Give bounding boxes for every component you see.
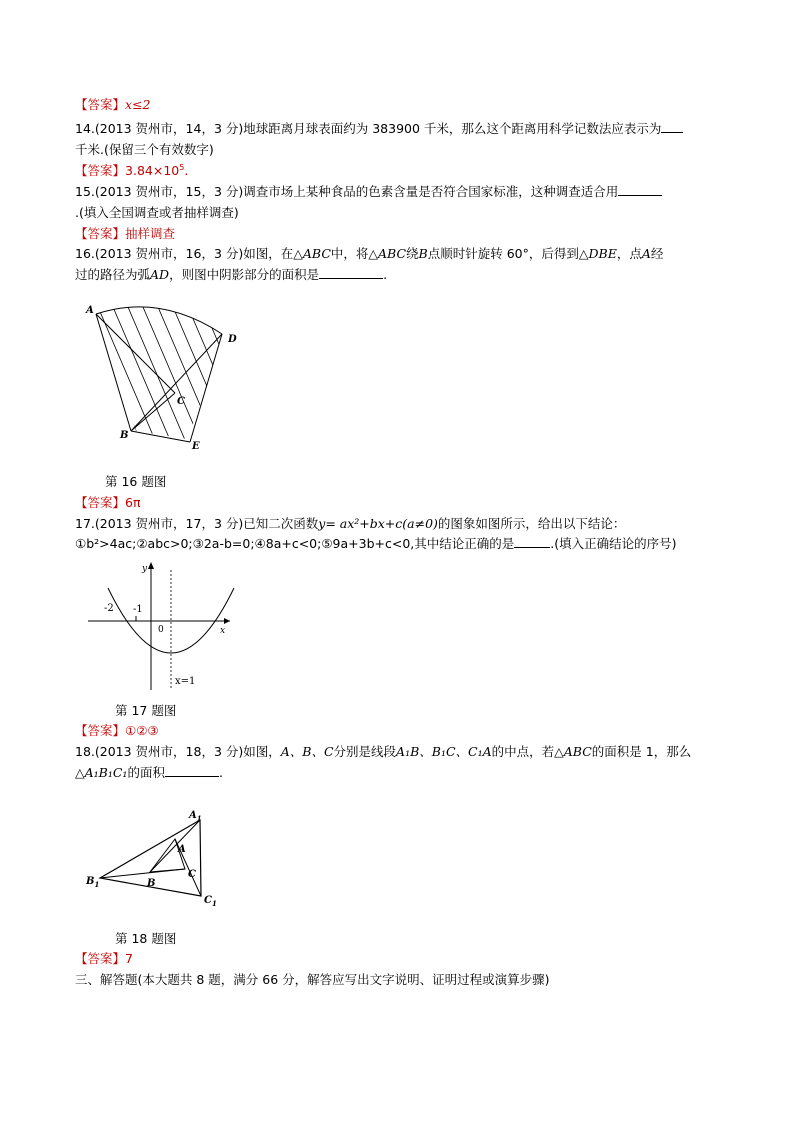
answer-tail: . (184, 163, 189, 178)
math-abc: ABC (378, 246, 407, 261)
answer-value: 抽样调查 (125, 226, 176, 241)
math-function: y= ax²+bx+c(a≠0) (318, 516, 438, 531)
answer-blank (514, 535, 550, 548)
label-b: B (147, 878, 156, 889)
question-15-line1 (75, 183, 662, 201)
label-y: y (142, 564, 148, 574)
question-18-line2 (75, 764, 223, 782)
question-14-line2 (75, 141, 214, 159)
figure-18 (84, 802, 224, 912)
question-text: 18.(2013 贺州市，18，3 分)如图， (75, 744, 281, 759)
math-abc: ABC (563, 744, 592, 759)
answer-value: 3.84×10 (125, 163, 180, 178)
section-3-heading: 三、解答题(本大题共 8 题，满分 66 分，解答应写出文字说明、证明过程或演算步骤) (75, 972, 550, 987)
question-17-line2 (75, 535, 677, 553)
answer-15 (75, 225, 175, 243)
question-16-line2 (75, 266, 387, 284)
label-neg1: -1 (133, 604, 143, 615)
question-text: 千米.(保留三个有效数字) (75, 142, 214, 157)
math-abc: ABC (302, 246, 331, 261)
answer-16 (75, 494, 141, 512)
label-symmetry: x=1 (175, 676, 196, 687)
label-origin: 0 (158, 625, 164, 635)
math-points: A、B、C (280, 744, 334, 759)
math-a: A (641, 246, 651, 261)
answer-blank (165, 764, 219, 777)
answer-tag: 【答案】 (75, 163, 126, 178)
question-text: ，点 (616, 246, 642, 261)
question-14-line1 (75, 120, 683, 138)
label-c1: $C_1$ (204, 895, 217, 908)
answer-blank (319, 266, 383, 279)
question-text: 中，将△ (330, 246, 379, 261)
answer-blank (661, 120, 683, 133)
math-b: B (418, 246, 428, 261)
answer-tag: 【答案】 (75, 723, 126, 738)
label-b1: $B_1$ (86, 876, 100, 889)
question-text: 点顺时针旋转 60°，后得到△ (427, 246, 589, 261)
answer-13 (75, 96, 151, 114)
question-text: . (383, 267, 388, 282)
hatch-pattern (80, 300, 250, 440)
figure-16 (80, 294, 250, 454)
math-dbe: DBE (588, 246, 617, 261)
question-text: 14.(2013 贺州市，14，3 分)地球距离月球表面约为 383900 千米，那么这个距离用科学记数法应表示为 (75, 121, 662, 136)
question-text: 的面积是 1，那么 (591, 744, 692, 759)
label-b: B (120, 430, 129, 441)
question-text: ①b²>4ac;②abc>0;③2a-b=0;④8a+c<0;⑤9a+3b+c<0,其中结论正确的是 (75, 536, 515, 551)
segment-be (131, 431, 190, 442)
label-a1: $A_1$ (189, 810, 202, 823)
label-e: E (192, 441, 200, 452)
answer-tag: 【答案】 (75, 97, 126, 112)
question-15-line2 (75, 204, 239, 222)
answer-value: x≤2 (125, 97, 151, 112)
question-text: 的面积 (127, 765, 165, 780)
segment-bd (131, 334, 222, 431)
question-text: 15.(2013 贺州市，15，3 分)调查市场上某种食品的色素含量是否符合国家标准，这种调查适合用 (75, 184, 619, 199)
figure-18-caption: 第 18 题图 (115, 931, 177, 946)
label-x: x (220, 626, 226, 636)
figure-16-caption: 第 16 题图 (105, 474, 167, 489)
question-text: 的中点，若△ (491, 744, 564, 759)
answer-14 (75, 162, 188, 180)
question-text: 分别是线段 (333, 744, 397, 759)
question-text: 的图象如图所示，给出以下结论： (437, 516, 626, 531)
y-axis-arrow (148, 562, 154, 569)
question-text: 绕 (406, 246, 419, 261)
question-text: 经 (650, 246, 664, 261)
math-a1b1c1: A₁B₁C₁ (84, 765, 128, 780)
label-c: C (188, 869, 196, 880)
label-a: A (178, 844, 186, 855)
answer-blank (618, 183, 662, 196)
question-text: 17.(2013 贺州市，17，3 分)已知二次函数 (75, 516, 319, 531)
question-text: .(填入全国调查或者抽样调查) (75, 205, 239, 220)
answer-value: 7 (125, 951, 133, 966)
answer-18 (75, 950, 133, 968)
answer-tag: 【答案】 (75, 495, 126, 510)
x-axis-arrow (224, 618, 230, 624)
segment-de (190, 334, 222, 442)
question-text: ，则图中阴影部分的面积是 (169, 267, 320, 282)
label-a: A (86, 305, 94, 316)
question-text: .(填入正确结论的序号) (550, 536, 677, 551)
question-text: 16.(2013 贺州市，16，3 分)如图，在△ (75, 246, 303, 261)
label-d: D (228, 334, 237, 345)
label-c: C (177, 396, 185, 407)
answer-tag: 【答案】 (75, 951, 126, 966)
answer-17 (75, 722, 159, 740)
label-neg2: -2 (104, 603, 114, 614)
question-text: . (218, 765, 223, 780)
question-16-line1 (75, 245, 663, 263)
math-ad: AD (150, 267, 170, 282)
figure-17 (86, 556, 236, 692)
question-17-line1 (75, 515, 625, 533)
math-segments: A₁B、B₁C、C₁A (396, 744, 492, 759)
question-18-line1 (75, 743, 691, 761)
answer-tag: 【答案】 (75, 226, 126, 241)
question-text: 过的路径为弧 (75, 267, 151, 282)
answer-value: ①②③ (125, 723, 159, 738)
segment-a1b (150, 820, 200, 872)
question-text: △ (75, 765, 85, 780)
answer-value: 6π (125, 495, 141, 510)
answer-exponent: 5 (179, 162, 185, 172)
figure-17-caption: 第 17 题图 (115, 703, 177, 718)
